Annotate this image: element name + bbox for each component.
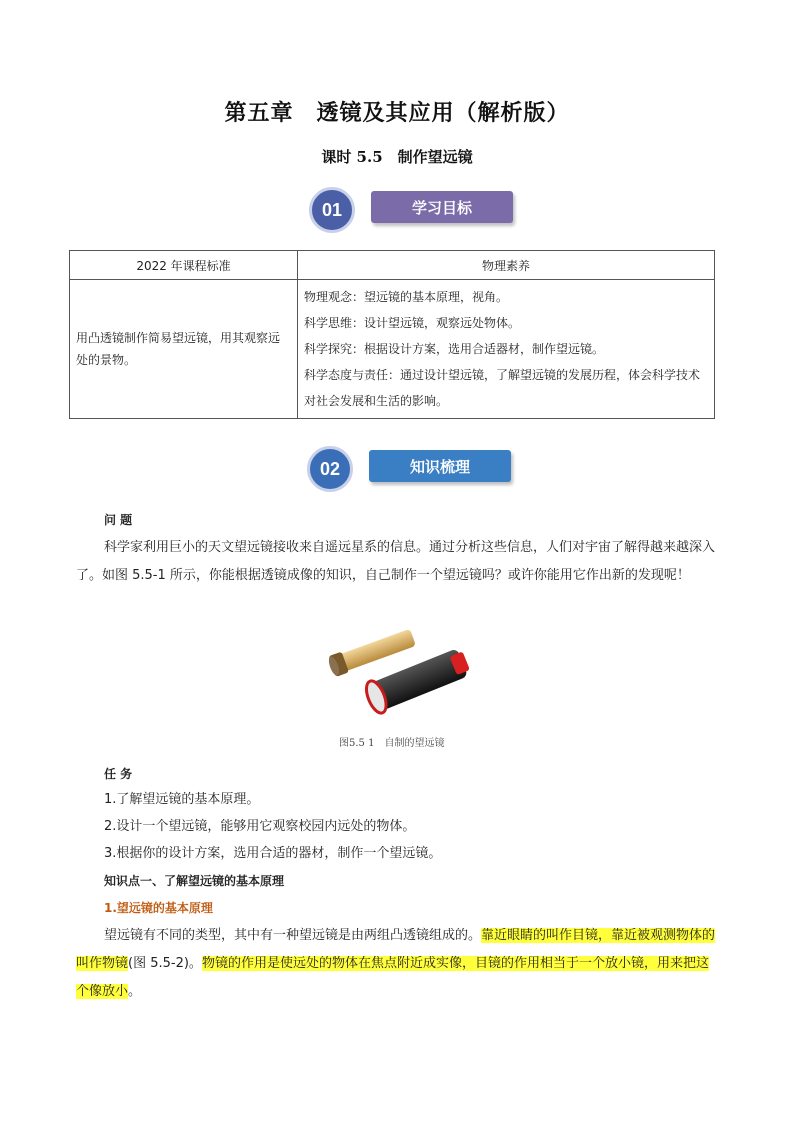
figure-caption: 图5.5 1 自制的望远镜 (339, 738, 445, 749)
literacy-cell (298, 280, 715, 419)
page-title: 第五章 透镜及其应用（解析版） (224, 100, 570, 126)
literacy-item: 科学探究：根据设计方案，选用合适器材，制作望远镜。 (304, 342, 605, 356)
literacy-item: 物理观念：望远镜的基本原理，视角。 (304, 290, 509, 304)
section-badge-goals (309, 187, 519, 233)
section-number: 01 (309, 187, 355, 233)
table-header-literacy: 物理素养 (298, 251, 715, 280)
standard-cell: 用凸透镜制作简易望远镜，用其观察远处的景物。 (70, 280, 298, 419)
knowledge-text: 。 (128, 984, 142, 999)
section-number: 02 (307, 446, 353, 492)
literacy-item: 科学态度与责任：通过设计望远镜，了解望远镜的发展历程，体会科学技术对社会发展和生活的影响。 (304, 368, 701, 408)
knowledge-text: 望远镜有不同的类型，其中有一种望远镜是由两组凸透镜组成的。 (104, 928, 482, 943)
task-item: 3.根据你的设计方案，选用合适的器材，制作一个望远镜。 (104, 846, 442, 861)
knowledge-point-title: 知识点一、了解望远镜的基本原理 (104, 874, 285, 888)
knowledge-paragraph (76, 922, 718, 1006)
highlighted-text: 物镜的作用是使远处的物体在焦点附近成实像，目镜的作用相当于一个放小镜，用来把这个像放小 (76, 956, 709, 999)
task-item: 1.了解望远镜的基本原理。 (104, 792, 260, 807)
highlighted-text: 靠近眼睛的叫作目镜，靠近被观测物体的叫作物镜 (76, 928, 716, 971)
task-heading: 任 务 (104, 767, 133, 781)
knowledge-sub-title: 1.望远镜的基本原理 (104, 901, 213, 915)
knowledge-text: (图 5.5-2)。 (128, 956, 202, 971)
section-badge-knowledge (307, 446, 517, 492)
question-heading: 问 题 (104, 513, 133, 527)
table-header-standard: 2022 年课程标准 (70, 251, 298, 280)
section-label: 知识梳理 (369, 450, 511, 482)
task-item: 2.设计一个望远镜，能够用它观察校园内远处的物体。 (104, 819, 416, 834)
literacy-item: 科学思维：设计望远镜，观察远处物体。 (304, 316, 521, 330)
goals-table (69, 250, 715, 419)
telescope-image (325, 620, 475, 715)
question-text: 科学家利用巨小的天文望远镜接收来自遥远星系的信息。通过分析这些信息，人们对宇宙了解得越来越深入了。如图 5.5-1 所示，你能根据透镜成像的知识，自己制作一个望远镜吗？或许你能用它作出新的发现呢！ (76, 540, 716, 583)
section-label: 学习目标 (371, 191, 513, 223)
lesson-subtitle: 课时 5.5 制作望远镜 (321, 148, 473, 166)
